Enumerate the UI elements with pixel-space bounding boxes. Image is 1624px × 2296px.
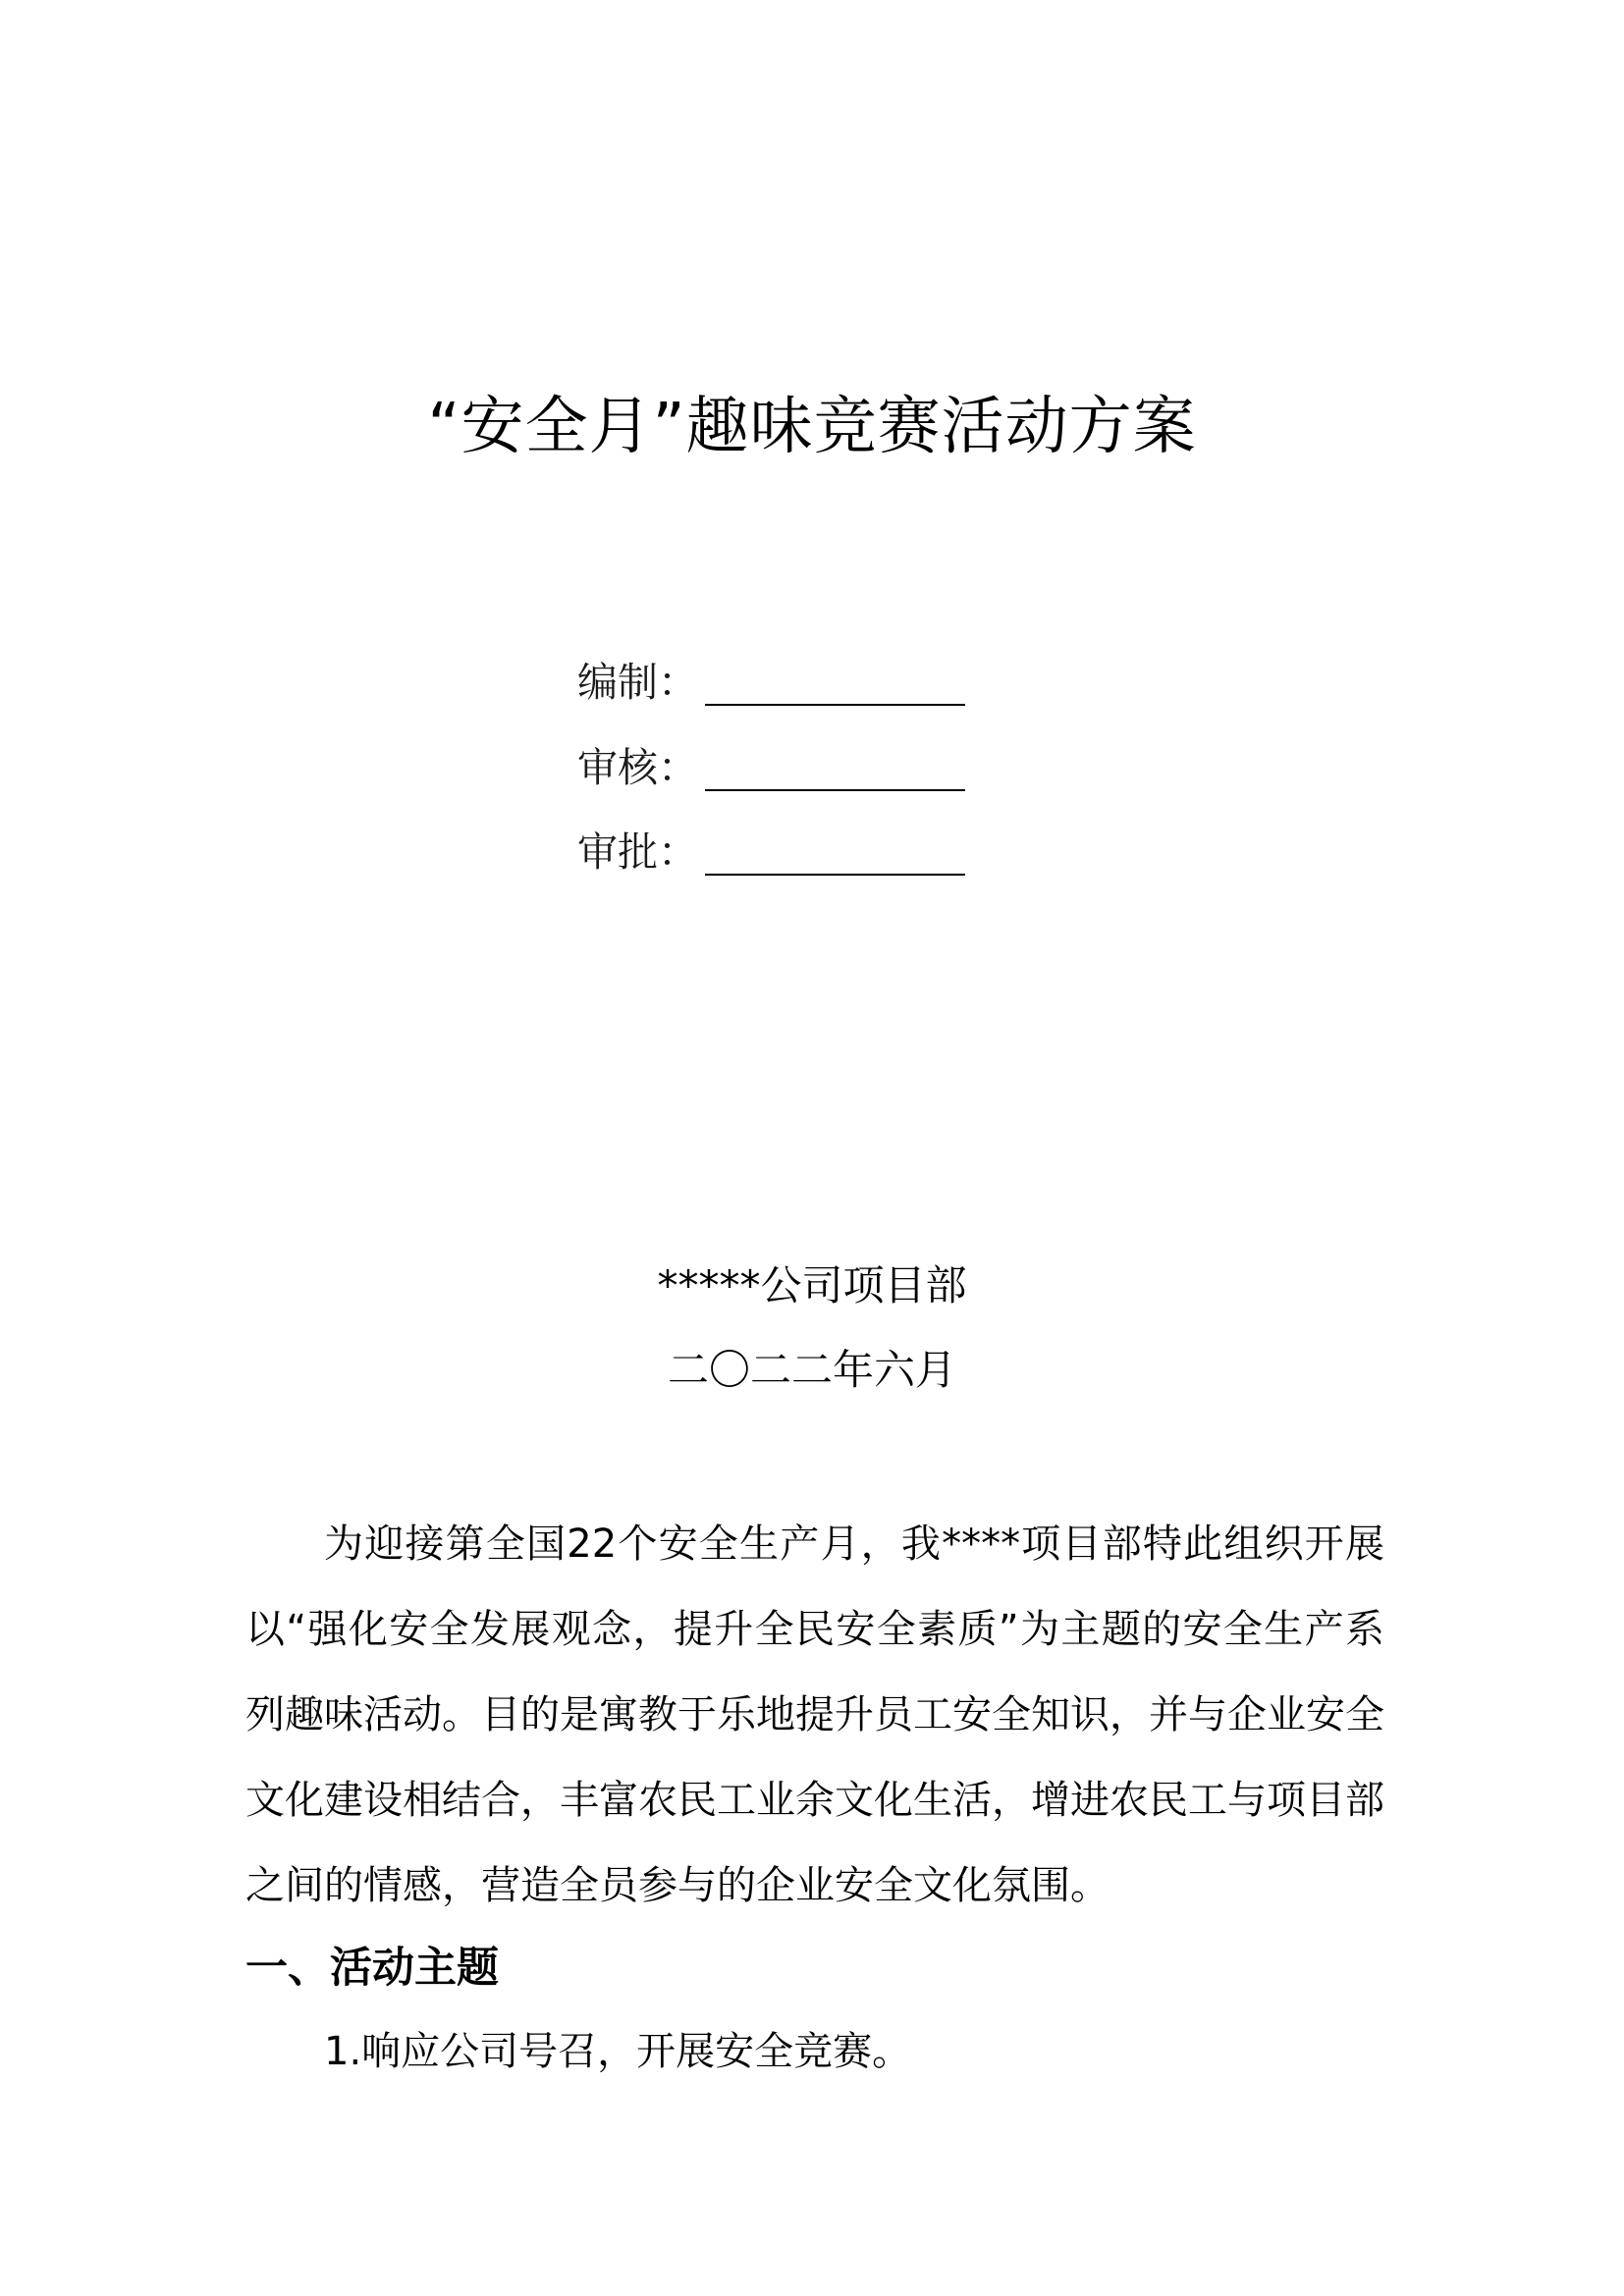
signature-line-reviewed: [705, 789, 965, 791]
list-item: 1.响应公司号召，开展安全竞赛。: [324, 2029, 912, 2074]
signature-row-approved: [577, 823, 965, 881]
signature-label-reviewed: 审核：: [577, 744, 698, 791]
document-title: “安全月”趣味竞赛活动方案: [427, 391, 1197, 463]
signature-line-approved: [705, 874, 965, 876]
section-heading-activity-theme: 一、活动主题: [245, 1944, 499, 1993]
signature-label-approved: 审批：: [577, 828, 698, 876]
organization-name: *****公司项目部: [657, 1261, 967, 1309]
signature-row-reviewed: [577, 738, 965, 797]
signature-line-compiled: [705, 704, 965, 706]
document-date: 二〇二二年六月: [667, 1346, 956, 1394]
signature-row-compiled: [577, 653, 965, 712]
intro-paragraph: 为迎接第全国22个安全生产月，我****项目部特此组织开展以“强化安全发展观念，提升全民安全素质”为主题的安全生产系列趣味活动。目的是寓教于乐地提升员工安全知识，并与企业安全文化建设相结合，丰富农民工业余文化生活，增进农民工与项目部之间的情感，营造全员参与的企业安全文化氛围。: [245, 1522, 1384, 1908]
signature-label-compiled: 编制：: [577, 659, 698, 706]
